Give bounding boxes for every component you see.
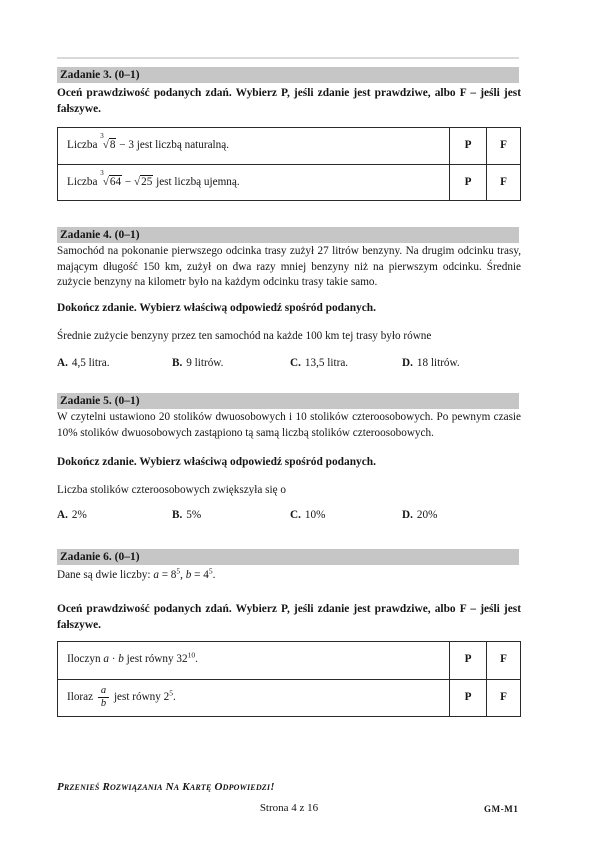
table-row: [58, 679, 520, 716]
statement-cell: [58, 128, 450, 164]
option-letter: A.: [57, 509, 68, 521]
task6-title: Zadanie 6. (0–1): [60, 551, 140, 563]
power-exponent: 5: [169, 688, 173, 698]
table-row: [58, 128, 520, 164]
answer-option-c: [290, 509, 402, 521]
option-text: 2%: [71, 509, 87, 521]
option-text: 9 litrów.: [186, 357, 224, 369]
task4-header-bar: [57, 227, 519, 243]
answer-option-b: [172, 357, 290, 369]
task5-lead: Liczba stolików czteroosobowych zwiększyła się o: [57, 484, 286, 496]
variable-a: a: [153, 569, 159, 581]
statement-cell: [58, 165, 450, 200]
task5-header-bar: [57, 393, 519, 409]
separator: ,: [180, 569, 183, 581]
option-text: 18 litrów.: [416, 357, 460, 369]
table-row: [58, 164, 520, 200]
task6-given: [57, 568, 521, 584]
false-cell: F: [500, 691, 507, 703]
task5-title: Zadanie 5. (0–1): [60, 395, 140, 407]
true-cell: P: [450, 128, 487, 164]
task5-body: W czytelni ustawiono 20 stolików dwuosobowych i 10 stolików czteroosobowych. Po pewnym czasie 10% stolików dwuosobowych zastąpiono tą samą liczbą stolików czteroosobowych.: [57, 411, 521, 439]
value-a: = 8: [161, 569, 177, 581]
task3-pf-table: [57, 127, 521, 201]
power-base: 32: [176, 653, 188, 665]
option-letter: B.: [172, 509, 183, 521]
variable-b: b: [185, 569, 192, 581]
top-rule-line: [57, 57, 519, 59]
answer-option-d: [402, 357, 521, 369]
value-b: = 4: [194, 569, 209, 581]
minus-sign: −: [124, 176, 132, 188]
option-letter: C.: [290, 357, 301, 369]
task6-header-bar: [57, 549, 519, 565]
task3-instruction: Oceń prawdziwość podanych zdań. Wybierz P, jeśli zdanie jest prawdziwe, albo F – jeśli jest fałszywe.: [57, 87, 521, 115]
dot-operator: ·: [111, 653, 116, 665]
task5-prompt: Dokończ zdanie. Wybierz właściwą odpowiedź spośród podanych.: [57, 456, 376, 468]
statement-prefix: Liczba: [67, 176, 98, 188]
option-letter: A.: [57, 357, 68, 369]
statement-prefix: Iloczyn: [67, 653, 101, 665]
task4-lead: Średnie zużycie benzyny przez ten samochód na każde 100 km tej trasy było równe: [57, 330, 432, 342]
task4-title: Zadanie 4. (0–1): [60, 229, 140, 241]
true-cell: P: [450, 165, 487, 200]
answer-option-b: [172, 509, 290, 521]
answer-option-a: [57, 357, 172, 369]
period: .: [195, 653, 198, 665]
task3-header-bar: [57, 67, 519, 83]
option-text: 13,5 litra.: [304, 357, 349, 369]
false-cell: F: [500, 139, 507, 151]
document-code: GM-M1: [484, 804, 519, 814]
true-cell: P: [450, 642, 487, 679]
task4-options: [57, 357, 521, 369]
exponent-a: 5: [176, 566, 181, 576]
square-root-expression: √25: [133, 176, 153, 188]
cube-root-expression: $^3$√64: [100, 169, 122, 188]
statement-cell: [58, 642, 450, 679]
power-exponent: 10: [187, 650, 196, 660]
answer-option-c: [290, 357, 402, 369]
answer-option-d: [402, 509, 521, 521]
task5-options: [57, 509, 521, 521]
statement-suffix: jest liczbą ujemną.: [156, 176, 240, 188]
page-number: Strona 4 z 16: [259, 802, 319, 814]
statement-suffix: − 3 jest liczbą naturalną.: [119, 139, 230, 151]
period: .: [212, 569, 216, 581]
option-letter: D.: [402, 357, 413, 369]
variable-b: b: [118, 653, 124, 665]
fraction-a-over-b: $\frac{a}{b}$: [98, 685, 109, 710]
option-letter: D.: [402, 509, 413, 521]
option-letter: C.: [290, 509, 301, 521]
statement-mid: jest równy: [126, 653, 174, 665]
table-row: [58, 642, 520, 679]
task6-pf-table: [57, 641, 521, 717]
true-cell: P: [450, 680, 487, 716]
task3-title: Zadanie 3. (0–1): [60, 69, 140, 81]
statement-prefix: Liczba: [67, 139, 98, 151]
option-text: 20%: [416, 509, 438, 521]
statement-prefix: Iloraz: [67, 691, 94, 703]
period: .: [173, 691, 176, 703]
transfer-answers-notice: Przenieś Rozwiązania Na Kartę Odpowiedzi!: [57, 781, 275, 793]
statement-mid: jest równy: [113, 691, 161, 703]
option-text: 5%: [186, 509, 202, 521]
page-content: [57, 0, 521, 854]
task6-instruction: Oceń prawdziwość podanych zdań. Wybierz P, jeśli zdanie jest prawdziwe, albo F – jeśli jest fałszywe.: [57, 603, 521, 631]
statement-cell: [58, 680, 450, 716]
variable-a: a: [103, 653, 109, 665]
answer-option-a: [57, 509, 172, 521]
option-text: 4,5 litra.: [71, 357, 110, 369]
task4-prompt: Dokończ zdanie. Wybierz właściwą odpowiedź spośród podanych.: [57, 302, 376, 314]
false-cell: F: [500, 176, 507, 188]
given-label: Dane są dwie liczby:: [57, 569, 151, 581]
option-letter: B.: [172, 357, 183, 369]
false-cell: F: [500, 653, 507, 665]
power-base: 2: [163, 691, 170, 703]
cube-root-expression: $^3$√8: [100, 132, 116, 151]
option-text: 10%: [304, 509, 326, 521]
exponent-b: 5: [208, 566, 213, 576]
task4-body: Samochód na pokonanie pierwszego odcinka trasy zużył 27 litrów benzyny. Na drugim odcinku trasy, mającym długość 150 km, zużył on dwa razy mniej benzyny niż na pierwszym odcinku. Średnie zużycie benzyny na kilometr było na każdym odcinku trasy takie samo.: [57, 245, 521, 288]
